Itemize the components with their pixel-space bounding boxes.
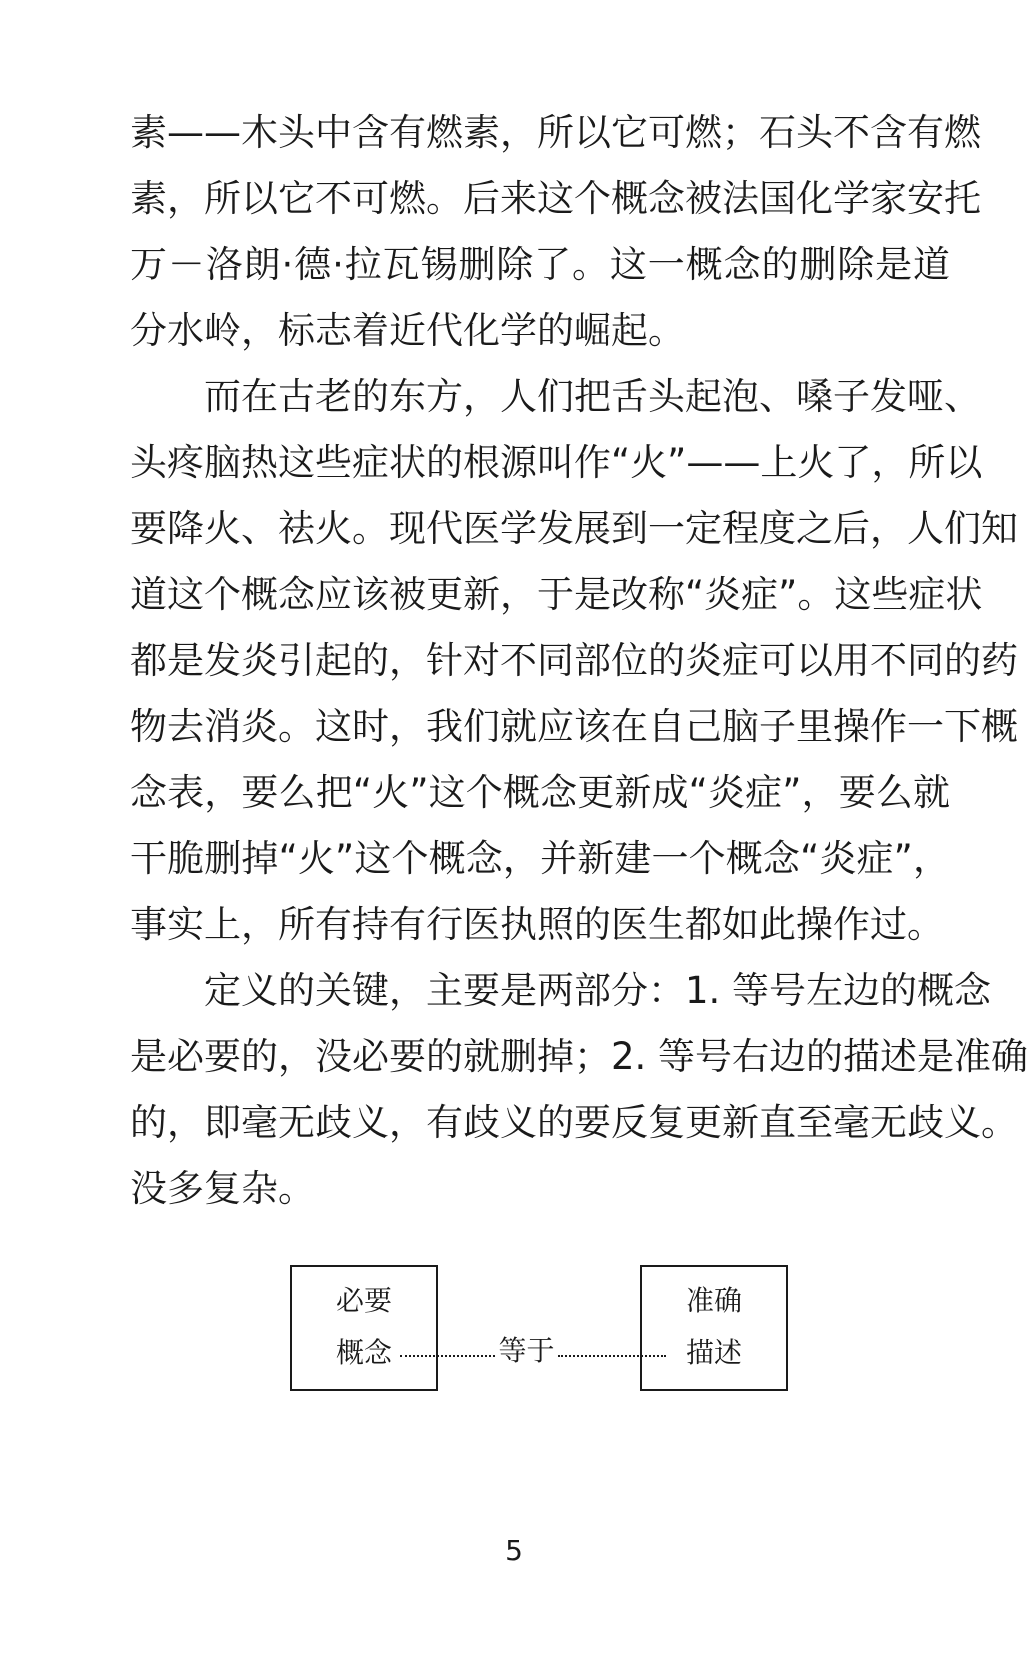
text-line: 物去消炎。这时，我们就应该在自己脑子里操作一下概 — [130, 705, 1018, 748]
description-box — [640, 1265, 788, 1391]
concept-box-top-label: 必要 — [335, 1284, 392, 1317]
definition-diagram — [290, 1265, 790, 1395]
text-line: 分水岭，标志着近代化学的崛起。 — [130, 309, 685, 352]
page-number: 5 — [505, 1534, 523, 1567]
body-text — [130, 100, 1028, 1222]
text-line: 定义的关键，主要是两部分：1. 等号左边的概念 — [130, 969, 992, 1012]
text-line: 干脆删掉“火”这个概念，并新建一个概念“炎症”， — [130, 837, 950, 880]
concept-box-bottom-label: 概念 — [335, 1336, 392, 1369]
concept-box — [290, 1265, 438, 1391]
text-line: 要降火、祛火。现代医学发展到一定程度之后，人们知 — [130, 507, 1018, 550]
text-line: 事实上，所有持有行医执照的医生都如此操作过。 — [130, 903, 944, 946]
text-line: 而在古老的东方，人们把舌头起泡、嗓子发哑、 — [130, 375, 981, 418]
description-box-top-label: 准确 — [685, 1284, 742, 1317]
equals-label: 等于 — [495, 1335, 558, 1367]
text-line: 没多复杂。 — [130, 1167, 315, 1210]
text-line: 头疼脑热这些症状的根源叫作“火”——上火了，所以 — [130, 441, 983, 484]
text-line: 是必要的，没必要的就删掉；2. 等号右边的描述是准确 — [130, 1035, 1028, 1078]
text-line: 都是发炎引起的，针对不同部位的炎症可以用不同的药 — [130, 639, 1018, 682]
text-line: 道这个概念应该被更新，于是改称“炎症”。这些症状 — [130, 573, 983, 616]
text-line: 的，即毫无歧义，有歧义的要反复更新直至毫无歧义。 — [130, 1101, 1018, 1144]
text-line: 素——木头中含有燃素，所以它可燃；石头不含有燃 — [130, 111, 981, 154]
text-line: 万－洛朗·德·拉瓦锡删除了。这一概念的删除是道 — [130, 243, 950, 286]
text-line: 素，所以它不可燃。后来这个概念被法国化学家安托 — [130, 177, 981, 220]
text-line: 念表，要么把“火”这个概念更新成“炎症”，要么就 — [130, 771, 950, 814]
description-box-bottom-label: 描述 — [685, 1336, 742, 1369]
